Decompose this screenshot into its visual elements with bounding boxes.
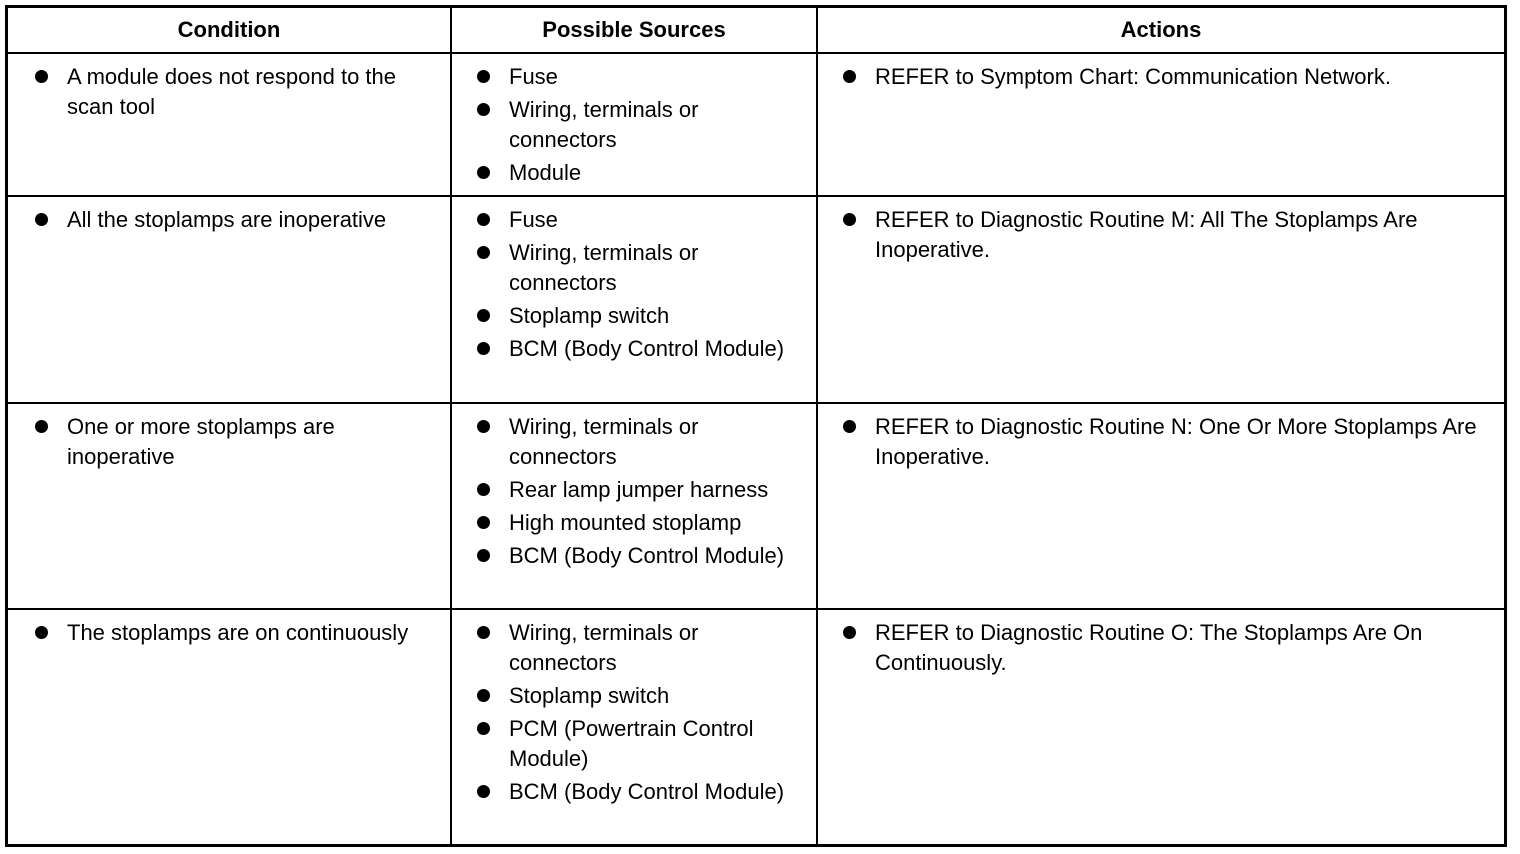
sources-cell: [451, 609, 817, 844]
header-condition: Condition: [8, 8, 451, 53]
condition-cell: [8, 609, 451, 844]
sources-list: [452, 610, 816, 807]
table-row: [8, 609, 1504, 844]
sources-cell: [451, 196, 817, 403]
list-item: Wiring, terminals or connectors: [452, 412, 808, 472]
condition-list: [8, 404, 450, 472]
table-row: [8, 196, 1504, 403]
list-item: Fuse: [452, 62, 808, 92]
sources-list: [452, 197, 816, 364]
sources-list: [452, 404, 816, 571]
condition-cell: [8, 53, 451, 196]
list-item: BCM (Body Control Module): [452, 541, 808, 571]
header-possible-sources: Possible Sources: [451, 8, 817, 53]
symptom-table: [8, 8, 1504, 844]
condition-list: [8, 54, 450, 122]
list-item: The stoplamps are on continuously: [8, 618, 442, 648]
header-row: [8, 8, 1504, 53]
list-item: A module does not respond to the scan tool: [8, 62, 442, 122]
list-item: BCM (Body Control Module): [452, 334, 808, 364]
condition-list: [8, 197, 450, 235]
list-item: One or more stoplamps are inoperative: [8, 412, 442, 472]
list-item: Stoplamp switch: [452, 681, 808, 711]
actions-list: [818, 404, 1504, 472]
list-item: Rear lamp jumper harness: [452, 475, 808, 505]
header-actions: Actions: [817, 8, 1504, 53]
list-item: All the stoplamps are inoperative: [8, 205, 442, 235]
actions-cell: [817, 403, 1504, 609]
table-row: [8, 403, 1504, 609]
symptom-table-frame: [5, 5, 1507, 847]
actions-list: [818, 197, 1504, 265]
list-item: Module: [452, 158, 808, 188]
condition-list: [8, 610, 450, 648]
list-item: BCM (Body Control Module): [452, 777, 808, 807]
sources-list: [452, 54, 816, 188]
sources-cell: [451, 53, 817, 196]
list-item: Wiring, terminals or connectors: [452, 618, 808, 678]
condition-cell: [8, 196, 451, 403]
list-item: Wiring, terminals or connectors: [452, 238, 808, 298]
list-item: High mounted stoplamp: [452, 508, 808, 538]
list-item: Fuse: [452, 205, 808, 235]
list-item: REFER to Diagnostic Routine M: All The Stoplamps Are Inoperative.: [818, 205, 1496, 265]
list-item: PCM (Powertrain Control Module): [452, 714, 808, 774]
list-item: Wiring, terminals or connectors: [452, 95, 808, 155]
table-row: [8, 53, 1504, 196]
actions-cell: [817, 196, 1504, 403]
actions-list: [818, 54, 1504, 92]
actions-cell: [817, 53, 1504, 196]
condition-cell: [8, 403, 451, 609]
sources-cell: [451, 403, 817, 609]
list-item: REFER to Diagnostic Routine N: One Or More Stoplamps Are Inoperative.: [818, 412, 1496, 472]
list-item: Stoplamp switch: [452, 301, 808, 331]
list-item: REFER to Symptom Chart: Communication Network.: [818, 62, 1496, 92]
list-item: REFER to Diagnostic Routine O: The Stoplamps Are On Continuously.: [818, 618, 1496, 678]
actions-list: [818, 610, 1504, 678]
actions-cell: [817, 609, 1504, 844]
